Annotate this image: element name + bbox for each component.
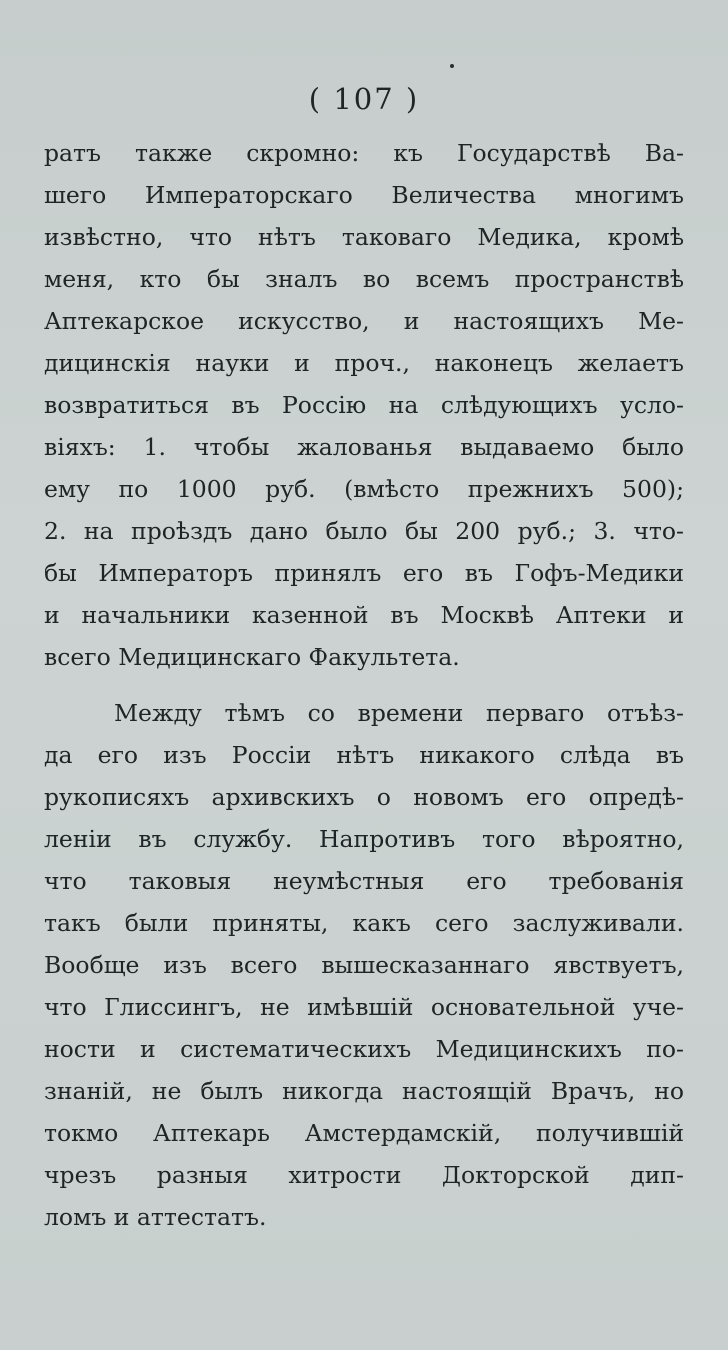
text-line: меня, кто бы зналъ во всемъ пространствѣ	[44, 265, 684, 293]
text-line: извѣстно, что нѣтъ таковаго Медика, кромѣ	[44, 223, 684, 251]
text-line: 2. на проѣздъ дано было бы 200 руб.; 3. что-	[44, 517, 684, 545]
text-line: Вообще изъ всего вышесказаннаго явствуетъ,	[44, 951, 684, 979]
text-line: Аптекарское искусство, и настоящихъ Ме-	[44, 307, 684, 335]
text-line: шего Императорскаго Величества многимъ	[44, 181, 684, 209]
text-line: бы Императоръ принялъ его въ Гофъ-Медики	[44, 559, 684, 587]
text-line: ности и систематическихъ Медицинскихъ по-	[44, 1035, 684, 1063]
text-line: дицинскія науки и проч., наконецъ желаетъ	[44, 349, 684, 377]
text-line: и начальники казенной въ Москвѣ Аптеки и	[44, 601, 684, 629]
paragraph-gap	[44, 678, 684, 692]
text-line: что Глиссингъ, не имѣвшій основательной уче-	[44, 993, 684, 1021]
text-line: всего Медицинскаго Факультета.	[44, 643, 460, 671]
text-line: чрезъ разныя хитрости Докторской дип-	[44, 1161, 684, 1189]
text-line: токмо Аптекарь Амстердамскій, получившій	[44, 1119, 684, 1147]
paragraph-1	[44, 132, 684, 678]
text-line: возвратиться въ Россію на слѣдующихъ усло-	[44, 391, 684, 419]
text-line: Между тѣмъ со времени перваго отъѣз-	[114, 699, 684, 727]
text-line: ему по 1000 руб. (вмѣсто прежнихъ 500);	[44, 475, 684, 503]
text-line: віяхъ: 1. чтобы жалованья выдаваемо было	[44, 433, 684, 461]
text-line: ломъ и аттестатъ.	[44, 1203, 267, 1231]
text-line: такъ были приняты, какъ сего заслуживали.	[44, 909, 684, 937]
text-line: знаній, не былъ никогда настоящій Врачъ, но	[44, 1077, 684, 1105]
page-number: ( 107 )	[308, 82, 420, 116]
text-line: леніи въ службу. Напротивъ того вѣроятно,	[44, 825, 684, 853]
text-line: да его изъ Россіи нѣтъ никакого слѣда въ	[44, 741, 684, 769]
paragraph-2	[44, 692, 684, 1238]
text-line: ратъ также скромно: къ Государствѣ Ва-	[44, 139, 684, 167]
body-text	[44, 132, 684, 1238]
text-line: что таковыя неумѣстныя его требованія	[44, 867, 684, 895]
text-line: рукописяхъ архивскихъ о новомъ его опредѣ-	[44, 783, 684, 811]
ink-speck	[450, 64, 454, 68]
